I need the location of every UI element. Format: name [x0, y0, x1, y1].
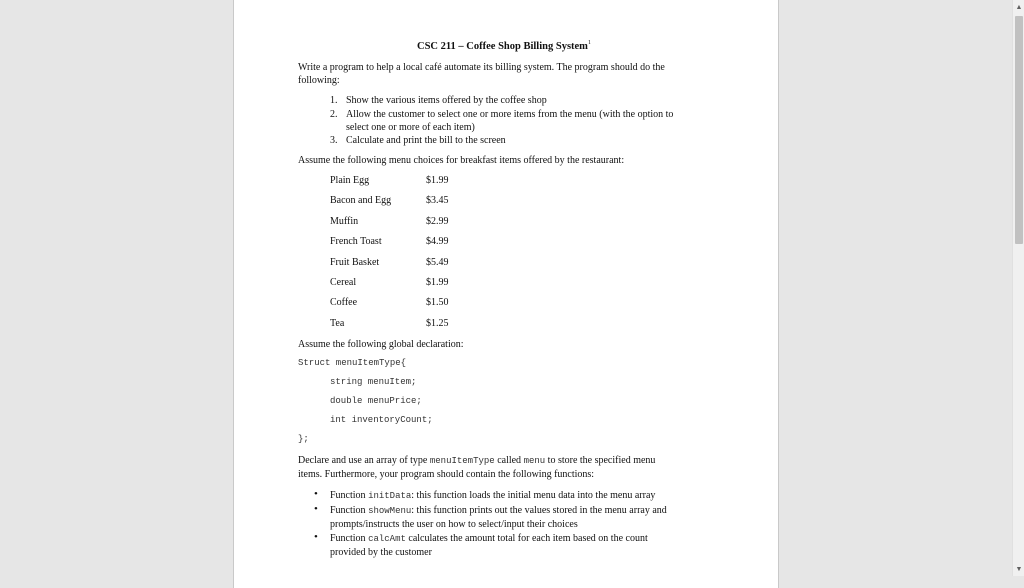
function-item: Function showMenu: this function prints out the values stored in the menu array and [330, 505, 667, 516]
task-item: Calculate and print the bill to the screen [346, 135, 506, 146]
declare-line-2: items. Furthermore, your program should contain the following functions: [298, 469, 595, 480]
menu-item-price: $1.99 [426, 277, 449, 288]
bullet-icon: • [314, 503, 318, 515]
menu-item-name: Cereal [330, 277, 357, 288]
function-item-cont: prompts/instructs the user on how to select/input their choices [330, 519, 578, 530]
scroll-thumb[interactable] [1015, 16, 1023, 244]
bullet-icon: • [314, 531, 318, 543]
task-number: 3. [330, 135, 338, 146]
scroll-up-arrow-icon[interactable]: ▲ [1015, 3, 1023, 11]
function-item: Function calcAmt calculates the amount total for each item based on the count [330, 533, 648, 544]
menu-item-price: $4.99 [426, 236, 449, 247]
menu-item-price: $1.25 [426, 318, 449, 329]
function-item: Function initData: this function loads the initial menu data into the menu array [330, 490, 656, 501]
vertical-scrollbar[interactable] [1012, 0, 1024, 576]
page-title: CSC 211 – Coffee Shop Billing System$^1$ [417, 40, 591, 52]
menu-item-name: Bacon and Egg [330, 195, 392, 206]
menu-item-price: $5.49 [426, 257, 449, 268]
title-footnote-marker: 1 [587, 40, 591, 46]
code-field: double menuPrice; [330, 396, 422, 406]
menu-item-name: Fruit Basket [330, 257, 380, 268]
task-number: 2. [330, 109, 338, 120]
task-number: 1. [330, 95, 338, 106]
menu-item-name: Tea [330, 318, 345, 329]
scroll-down-arrow-icon[interactable]: ▼ [1015, 565, 1023, 573]
code-struct-close: }; [298, 434, 309, 444]
task-item: Show the various items offered by the coffee shop [346, 95, 547, 106]
declaration-intro: Assume the following global declaration: [298, 339, 464, 350]
document-page [233, 0, 779, 588]
menu-item-price: $3.45 [426, 195, 449, 206]
menu-item-price: $2.99 [426, 216, 449, 227]
task-item-cont: select one or more of each item) [346, 122, 475, 133]
bullet-icon: • [314, 488, 318, 500]
menu-item-name: Muffin [330, 216, 359, 227]
menu-item-price: $1.99 [426, 175, 449, 186]
menu-item-name: Plain Egg [330, 175, 370, 186]
code-field: string menuItem; [330, 377, 417, 387]
function-item-cont: provided by the customer [330, 547, 432, 558]
menu-item-price: $1.50 [426, 297, 449, 308]
menu-item-name: Coffee [330, 297, 358, 308]
declare-line-1: Declare and use an array of type menuItemType called menu to store the specified menu [298, 455, 656, 466]
code-field: int inventoryCount; [330, 415, 433, 425]
code-struct-open: Struct menuItemType{ [298, 358, 407, 368]
menu-intro: Assume the following menu choices for breakfast items offered by the restaurant: [298, 155, 625, 166]
intro-line-1: Write a program to help a local café automate its billing system. The program should do the [298, 62, 665, 73]
task-item: Allow the customer to select one or more items from the menu (with the option to [346, 109, 674, 120]
menu-item-name: French Toast [330, 236, 382, 247]
intro-line-2: following: [298, 75, 340, 86]
